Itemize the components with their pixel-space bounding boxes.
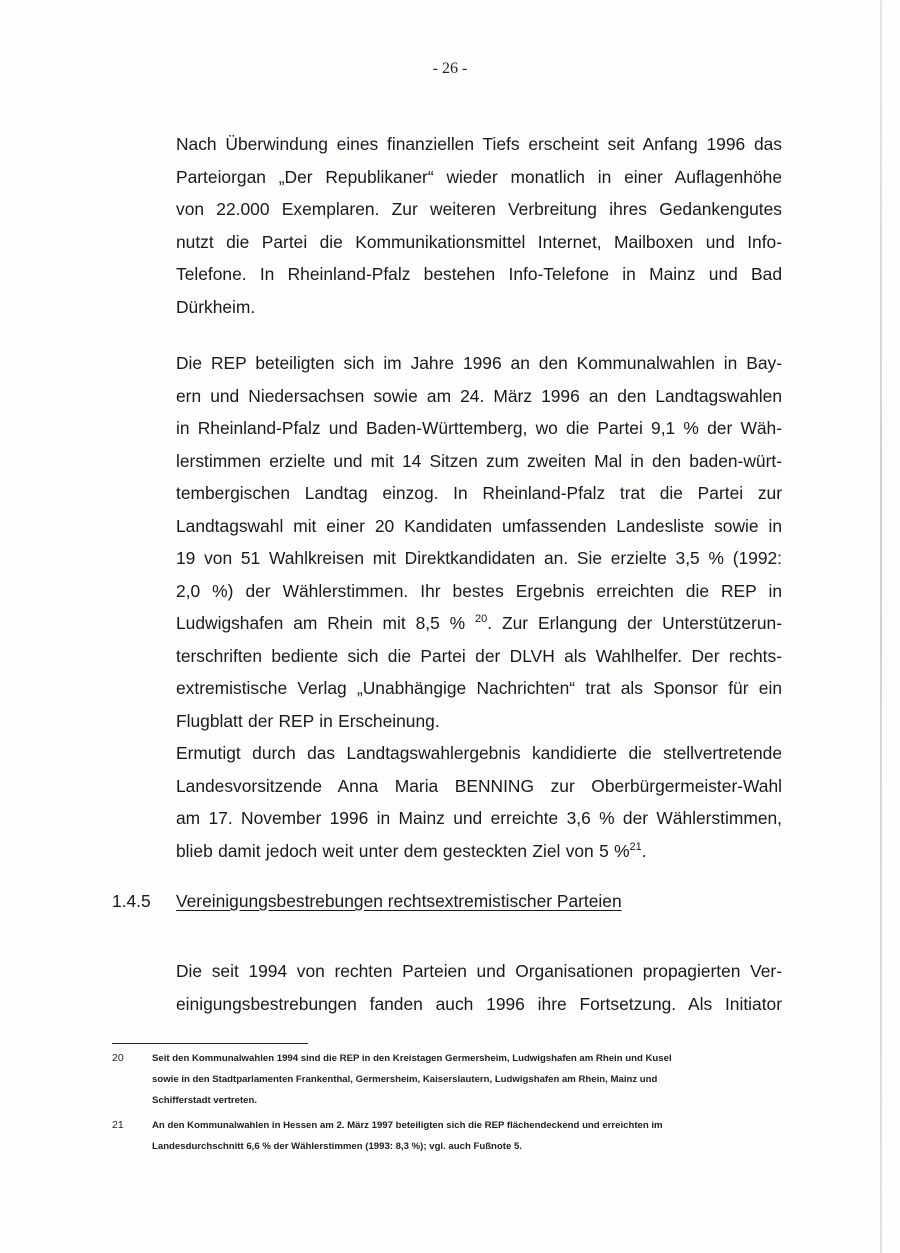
text-segment: . Zur Erlangung der Unterstützerun- <box>487 613 783 633</box>
footnote-line: An den Kommunalwahlen in Hessen am 2. März 1997 beteiligten sich die REP flächendeckend und erreichten im <box>152 1120 663 1131</box>
text-line: lerstimmen erzielte und mit 14 Sitzen zum zweiten Mal in den baden-würt- <box>176 450 782 471</box>
text-line: nutzt die Partei die Kommunikationsmittel Internet, Mailboxen und Info- <box>176 231 782 252</box>
section-title: Vereinigungsbestrebungen rechtsextremistischer Parteien <box>176 891 622 911</box>
text-line: 19 von 51 Wahlkreisen mit Direktkandidaten an. Sie erzielte 3,5 % (1992: <box>176 548 782 568</box>
paragraph-unification <box>176 955 782 1020</box>
text-line: tembergischen Landtag einzog. In Rheinland-Pfalz trat die Partei zur <box>176 483 782 503</box>
text-line: Landtagswahl mit einer 20 Kandidaten umfassenden Landesliste sowie in <box>176 515 782 536</box>
section-number: 1.4.5 <box>112 891 151 911</box>
text-line: einigungsbestrebungen fanden auch 1996 ihre Fortsetzung. Als Initiator <box>176 993 782 1014</box>
section-heading <box>112 888 622 914</box>
text-line: ern und Niedersachsen sowie am 24. März 1996 an den Landtagswahlen <box>176 385 782 406</box>
text-segment: . <box>641 840 647 861</box>
text-line: terschriften bediente sich die Partei der DLVH als Wahlhelfer. Der rechts- <box>176 645 782 666</box>
text-line: Parteiorgan „Der Republikaner“ wieder monatlich in einer Auflagenhöhe <box>176 166 782 187</box>
footnote-number: 21 <box>112 1119 124 1131</box>
footnote-line: sowie in den Stadtparlamenten Frankenthal, Germersheim, Kaiserslautern, Ludwigshafen am Rhein, Mainz und <box>152 1074 658 1085</box>
text-line: von 22.000 Exemplaren. Zur weiteren Verbreitung ihres Gedankengutes <box>176 199 782 219</box>
footnote-ref-21[interactable]: 21 <box>629 840 642 853</box>
text-line: in Rheinland-Pfalz und Baden-Württemberg, wo die Partei 9,1 % der Wäh- <box>176 418 782 438</box>
text-line: Die seit 1994 von rechten Parteien und Organisationen propagierten Ver- <box>176 961 782 981</box>
footnote-line: Schifferstadt vertreten. <box>152 1095 258 1106</box>
page-edge-shadow <box>880 0 882 1253</box>
paragraph-elections <box>176 347 782 867</box>
text-segment: blieb damit jedoch weit unter dem gesteckten Ziel von 5 % <box>176 840 630 861</box>
paragraph-party-organ <box>176 128 782 323</box>
footnote-text <box>152 1115 792 1157</box>
text-line: am 17. November 1996 in Mainz und erreichte 3,6 % der Wählerstimmen, <box>176 808 782 828</box>
footnote-text <box>152 1048 792 1111</box>
text-segment: Ludwigshafen am Rhein mit 8,5 % <box>176 613 466 633</box>
text-line: Die REP beteiligten sich im Jahre 1996 an den Kommunalwahlen in Bay- <box>176 353 782 373</box>
text-line: Dürkheim. <box>176 296 256 317</box>
text-line: extremistische Verlag „Unabhängige Nachrichten“ trat als Sponsor für ein <box>176 678 782 698</box>
text-line-with-footnote-21 <box>176 835 782 868</box>
footnote-line: Landesdurchschnitt 6,6 % der Wählerstimmen (1993: 8,3 %); vgl. auch Fußnote 5. <box>152 1141 522 1152</box>
text-line: Nach Überwindung eines finanziellen Tiefs erscheint seit Anfang 1996 das <box>176 134 782 154</box>
text-line: 2,0 %) der Wählerstimmen. Ihr bestes Ergebnis erreichten die REP in <box>176 580 782 601</box>
footnote-ref-20[interactable]: 20 <box>475 613 488 625</box>
text-line: Telefone. In Rheinland-Pfalz bestehen Info-Telefone in Mainz und Bad <box>176 264 782 284</box>
page-number: - 26 - <box>432 60 468 77</box>
text-line: Landesvorsitzende Anna Maria BENNING zur Oberbürgermeister-Wahl <box>176 775 782 796</box>
text-line-with-footnote-20 <box>176 607 782 640</box>
footnote-21 <box>112 1115 792 1157</box>
footnote-separator <box>112 1043 308 1044</box>
footnote-20 <box>112 1048 792 1111</box>
footnote-line: Seit den Kommunalwahlen 1994 sind die REP in den Kreistagen Germersheim, Ludwigshafen am Rhein und Kusel <box>152 1053 672 1064</box>
text-line: Flugblatt der REP in Erscheinung. <box>176 710 440 731</box>
text-line: Ermutigt durch das Landtagswahlergebnis kandidierte die stellvertretende <box>176 743 782 763</box>
footnote-number: 20 <box>112 1052 124 1064</box>
